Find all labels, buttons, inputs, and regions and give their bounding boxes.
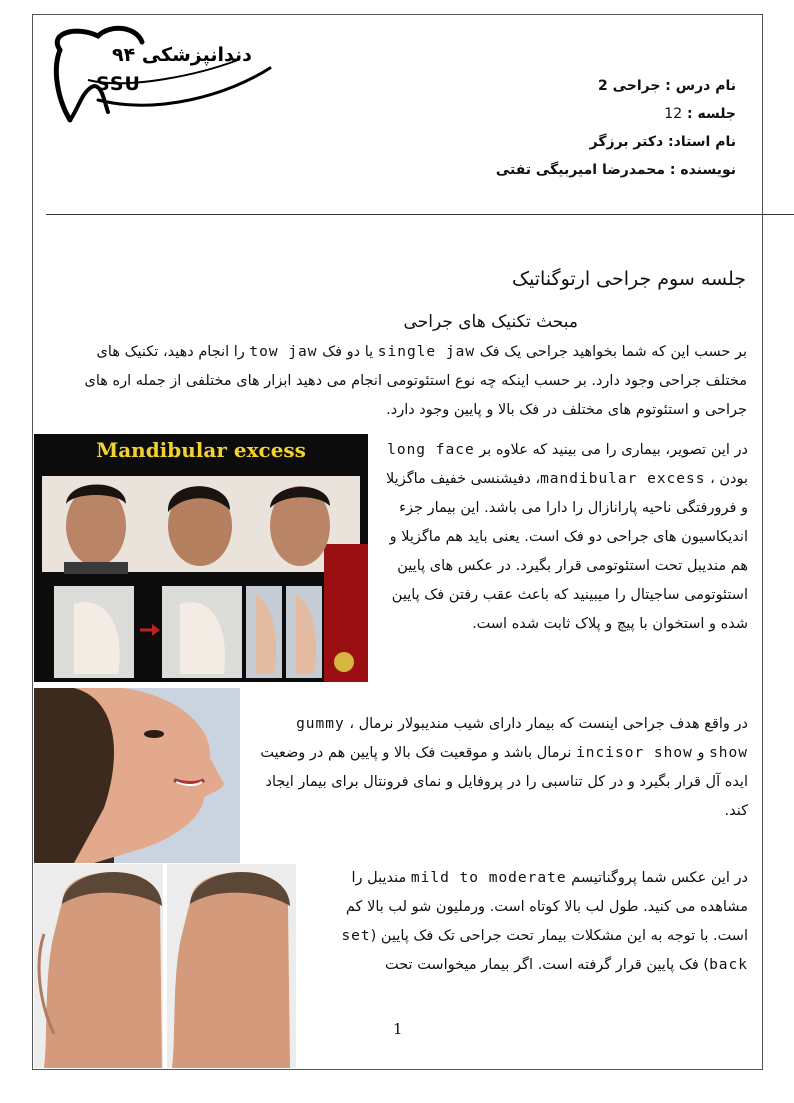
section1-text-3: ، دفیشنسی خفیف ماگزیلا و فرورفتگی ناحیه پارانازال را دارا می باشد. این بیمار جزء اندیکاسیون های جراحی دو فک است. یعنی باید هم ماگزیلا و هم مندیبل تحت استئوتومی قرار بگیرد. در عکس های پایین استئوتومی ساجیتال را میبینید که باعث عقب رفتن فک پایین شده و استخوان با پیچ و پلاک ثابت شده است. xyxy=(386,471,748,632)
teacher-label: نام استاد: xyxy=(663,134,736,150)
header-divider xyxy=(46,214,794,215)
course-label: نام درس : xyxy=(660,78,736,94)
intro-text-2: یا دو فک xyxy=(317,344,378,360)
section3-text-1: در این عکس شما پروگناتیسم xyxy=(566,870,748,886)
section3-paragraph xyxy=(310,864,748,980)
sub-title: مبحث تکنیک های جراحی xyxy=(403,312,578,332)
author-label: نویسنده : xyxy=(665,162,736,178)
section2-text-2: و xyxy=(692,745,710,761)
page-number: 1 xyxy=(393,1020,403,1038)
term-set-back: set back xyxy=(341,928,748,973)
teacher-line xyxy=(496,128,736,156)
main-title: جلسه سوم جراحی ارتوگناتیک xyxy=(511,268,746,290)
intro-text-3: را انجام دهید، تکنیک های مختلف جراحی وجود دارد. بر حسب اینکه چه نوع استئوتومی انجام می دهید ابزار های مختلفی از جمله اره های جراحی و استئوتوم های مختلف در فک بالا و پایین وجود دارد. xyxy=(84,344,747,418)
prognathism-profile-image xyxy=(34,864,296,1068)
term-single-jaw: single jaw xyxy=(377,344,476,360)
logo-title: دندانپزشکی ۹۴ xyxy=(112,44,252,66)
term-incisor-show: incisor show xyxy=(576,745,693,761)
smile-profile-image xyxy=(34,688,240,863)
header-meta xyxy=(496,72,736,184)
intro-paragraph xyxy=(62,338,747,425)
mandibular-excess-image xyxy=(34,434,368,682)
term-long-face: long face xyxy=(387,442,475,458)
section2-text-3: نرمال باشد و موقعیت فک بالا و پایین هم در وضعیت ایده آل قرار بگیرد و در کل تناسبی را در پروفایل و نمای فرونتال برای بیمار ایجاد کند. xyxy=(260,745,748,819)
term-tow-jaw: tow jaw xyxy=(249,344,318,360)
term-mandibular-excess: mandibular excess xyxy=(540,471,706,487)
section3-text-2: مندیبل را مشاهده می کنید. طول لب بالا کوتاه است. ورملیون شو لب بالا کم است. با توجه به این مشکلات بیمار تحت جراحی تک فک پایین ( xyxy=(345,870,748,944)
author-value: محمدرضا امیربیگی تفتی xyxy=(495,162,666,178)
tooth-logo xyxy=(38,20,278,130)
section2-paragraph xyxy=(250,710,748,826)
author-line xyxy=(496,156,736,184)
term-mild-to-moderate: mild to moderate xyxy=(410,870,567,886)
section1-text-2: بودن ، xyxy=(705,471,748,487)
session-line xyxy=(496,100,736,128)
logo-abbr: SSU xyxy=(96,73,141,95)
course-line xyxy=(496,72,736,100)
session-value: 12 xyxy=(664,106,683,122)
intro-text-1: بر حسب این که شما بخواهید جراحی یک فک xyxy=(475,344,747,360)
image-title-mandibular: Mandibular excess xyxy=(96,438,306,462)
section2-text-1: در واقع هدف جراحی اینست که بیمار دارای شیب مندیبولار نرمال ، xyxy=(344,716,748,732)
teacher-value: دکتر برزگر xyxy=(589,134,664,150)
session-label: جلسه : xyxy=(686,106,736,122)
section1-paragraph xyxy=(378,436,748,639)
section1-text-1: در این تصویر، بیماری را می بینید که علاوه بر xyxy=(474,442,748,458)
section3-text-3: ) فک پایین قرار گرفته است. اگر بیمار میخواست تحت xyxy=(384,957,710,973)
course-value: جراحی 2 xyxy=(597,78,661,94)
term-gummy-show: gummy show xyxy=(296,716,748,761)
